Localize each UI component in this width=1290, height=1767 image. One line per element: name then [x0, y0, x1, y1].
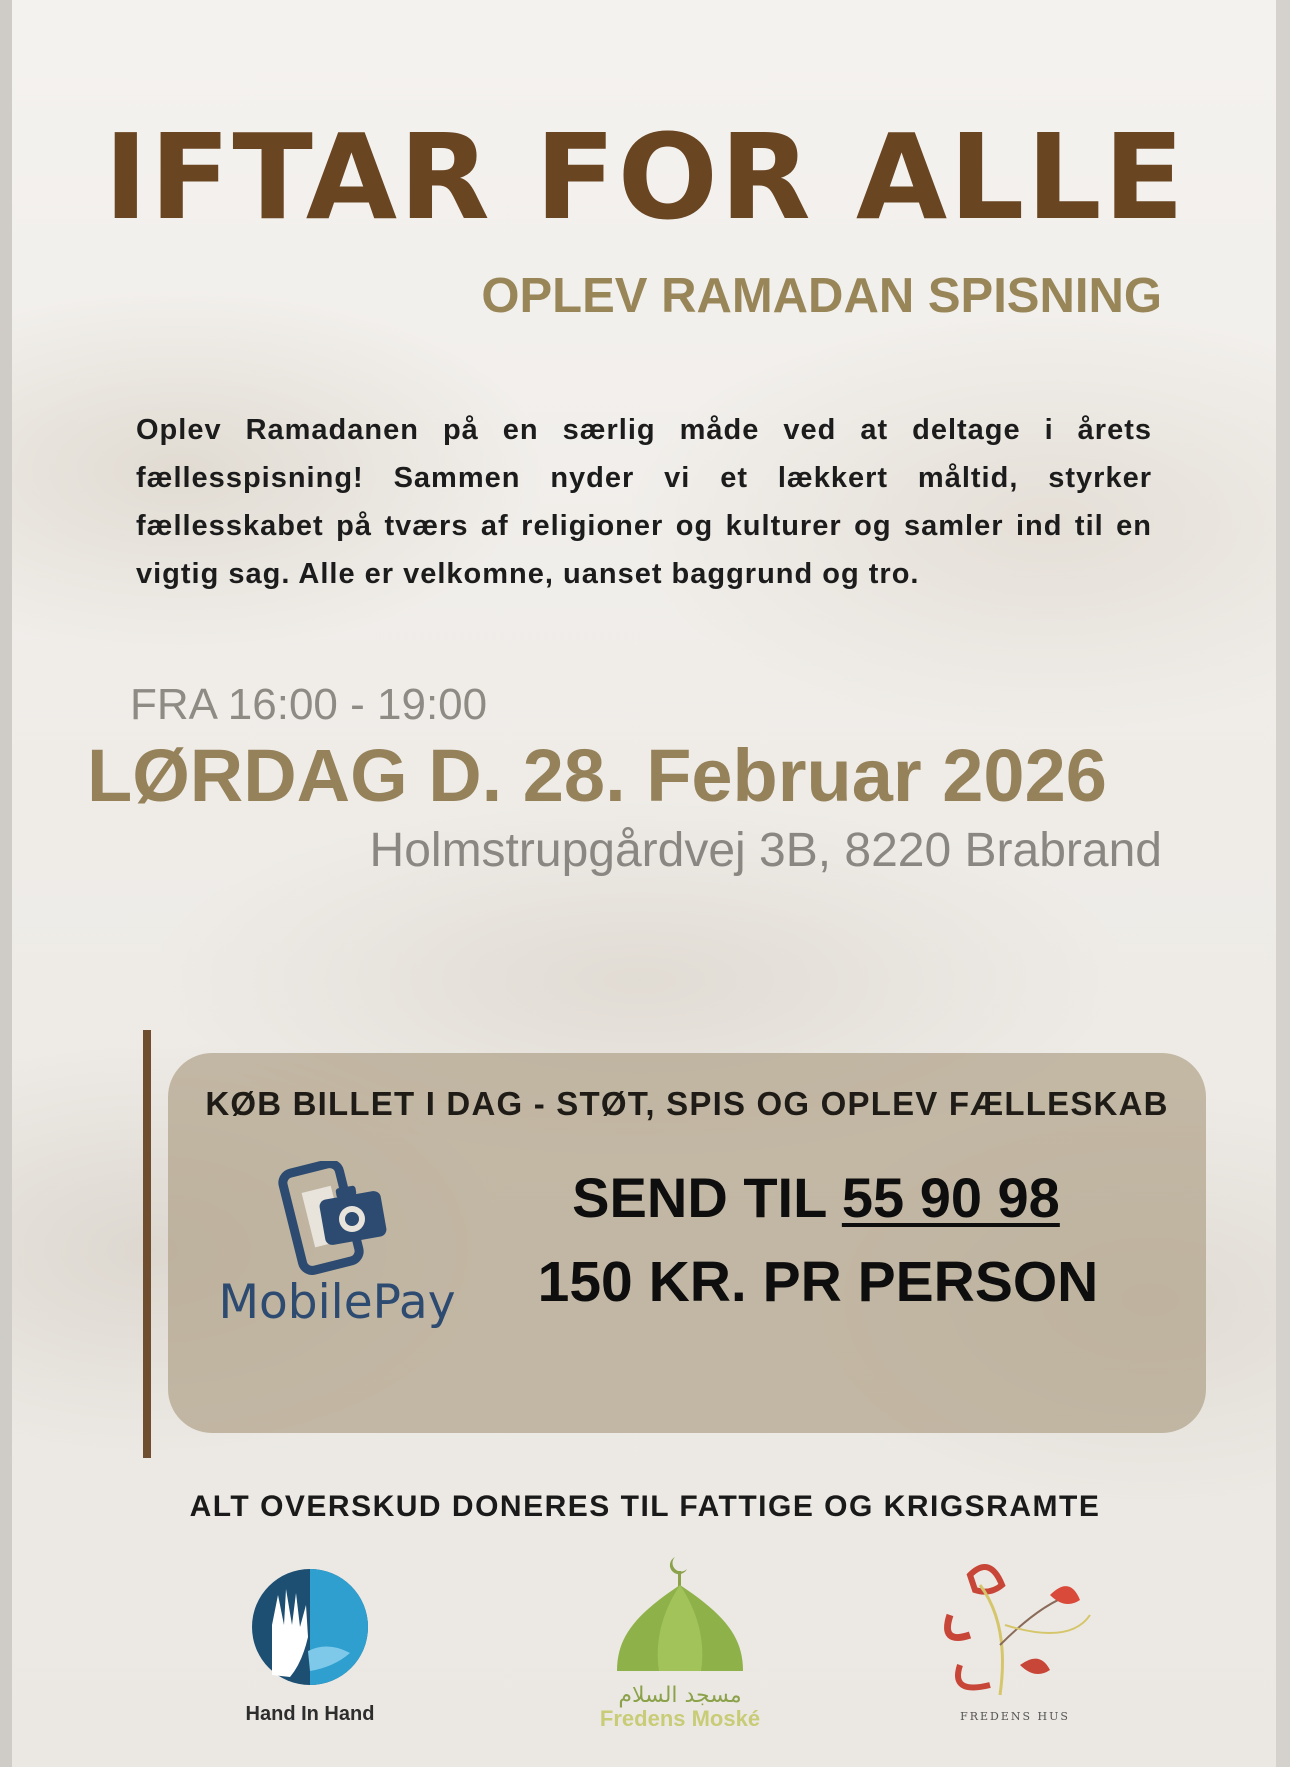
event-date: LØRDAG D. 28. Februar 2026 [87, 734, 1107, 817]
fredens-moske-logo [575, 1555, 785, 1735]
mobilepay-number: 55 90 98 [841, 1166, 1060, 1229]
fredens-hus-name: FREDENS HUS [960, 1710, 1070, 1723]
mosque-arabic-name: مسجد السلام [618, 1683, 742, 1708]
hand-in-hand-icon [210, 1555, 410, 1700]
mosque-name: Fredens Moské [599, 1706, 761, 1731]
send-instruction [536, 1165, 1096, 1230]
mosque-dome-icon [575, 1555, 785, 1685]
hand-in-hand-logo [210, 1555, 410, 1735]
flower-icon [930, 1555, 1100, 1705]
intro-paragraph: Oplev Ramadanen på en særlig måde ved at deltage i årets fællesspisning! Sammen nyder vi et lækkert måltid, styrker fællesskabet på tværs af religioner og kulturer og samler ind til en vigtig sag. Alle er velkomne, uanset baggrund og tro. [136, 414, 1152, 590]
poster-title: IFTAR FOR ALLE [103, 108, 1187, 246]
accent-bar [143, 1030, 151, 1458]
ticket-heading: KØB BILLET I DAG - STØT, SPIS OG OPLEV FÆLLESKAB [205, 1085, 1169, 1122]
donation-note: ALT OVERSKUD DONERES TIL FATTIGE OG KRIGSRAMTE [189, 1490, 1101, 1523]
event-time: FRA 16:00 - 19:00 [130, 680, 488, 729]
ticket-price: 150 KR. PR PERSON [537, 1250, 1099, 1314]
event-address: Holmstrupgårdvej 3B, 8220 Brabrand [369, 824, 1162, 877]
send-prefix: SEND TIL [572, 1166, 842, 1229]
mobilepay-logo-text: MobilePay [218, 1275, 456, 1330]
hand-in-hand-name: Hand In Hand [245, 1703, 375, 1725]
mobilepay-phone-icon [212, 1161, 462, 1381]
fredens-hus-logo [930, 1555, 1100, 1735]
ticket-box [168, 1053, 1206, 1433]
poster-subtitle: OPLEV RAMADAN SPISNING [481, 269, 1162, 323]
